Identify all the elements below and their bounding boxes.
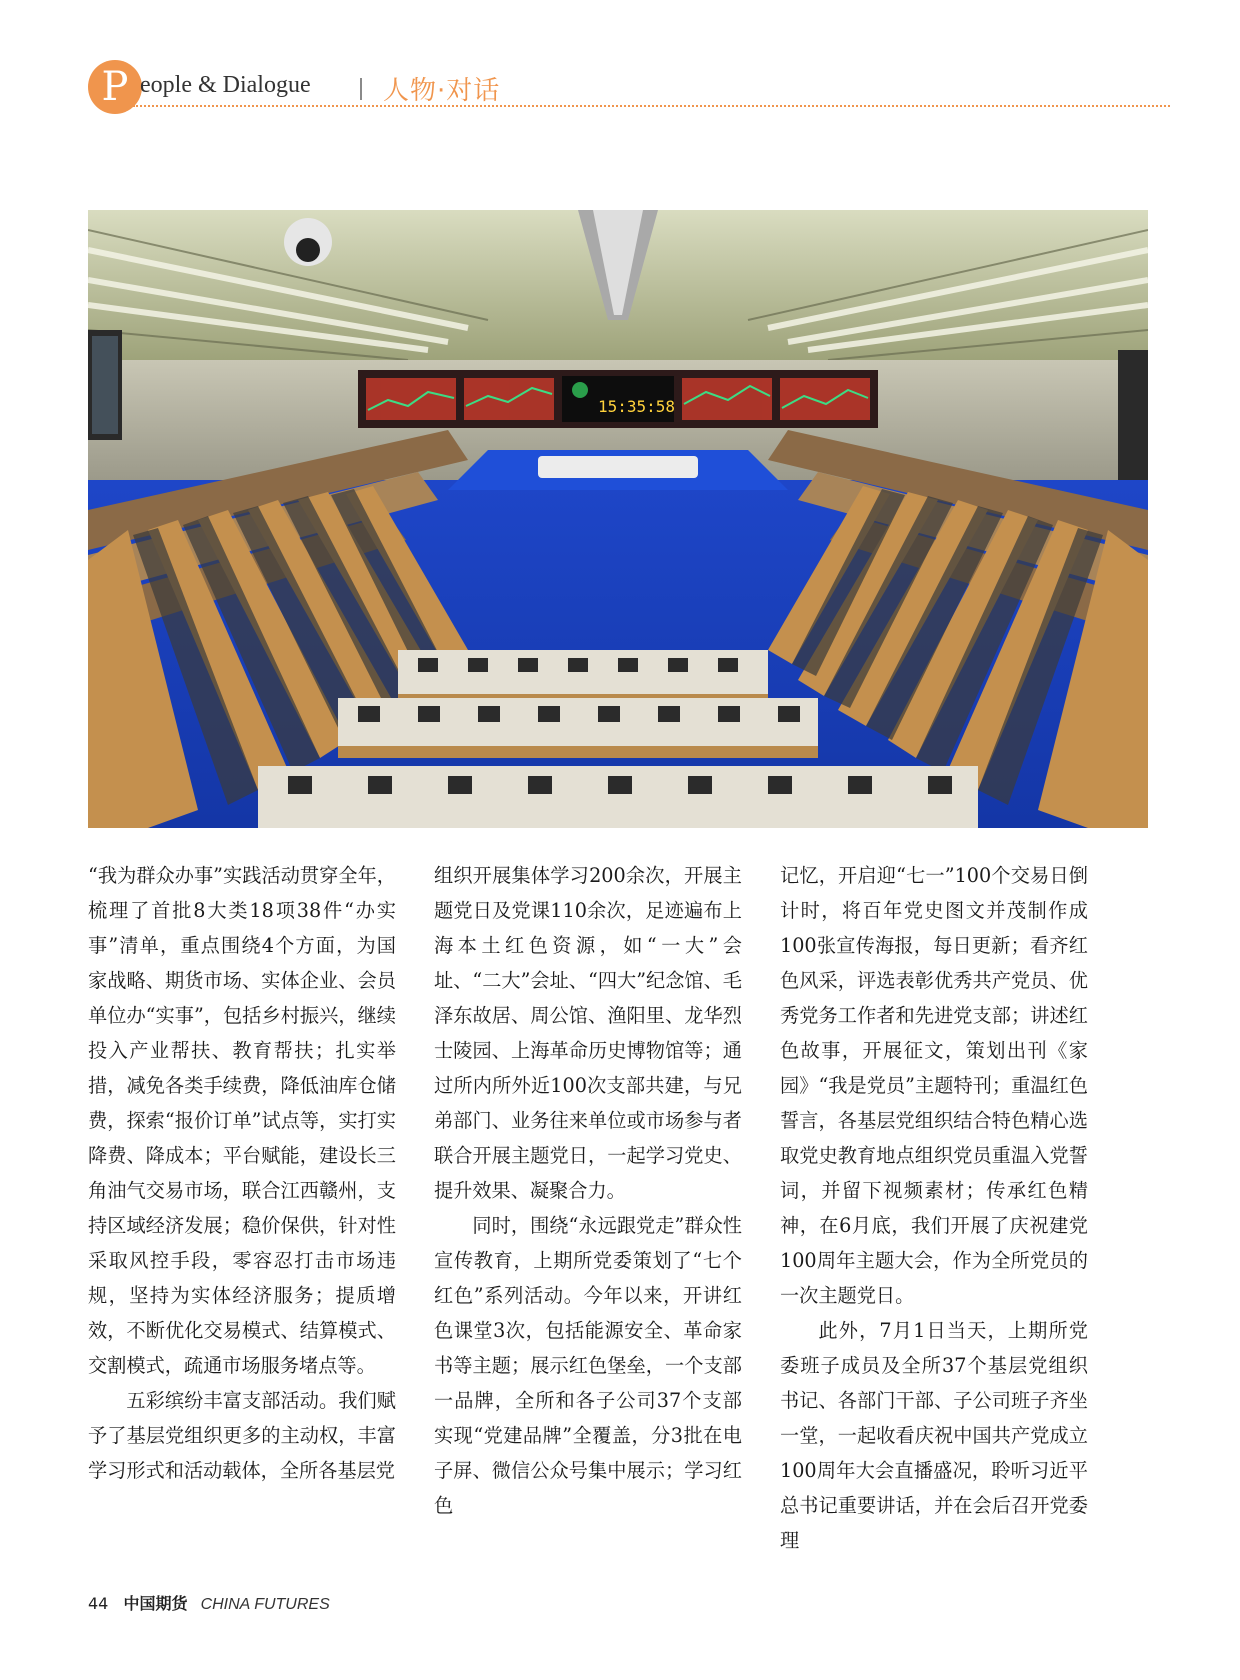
board-clock-text: 15:35:58 — [598, 397, 676, 416]
body-column-2 — [434, 858, 742, 1517]
section-logo-letter: P — [101, 64, 129, 110]
paragraph: “我为群众办事”实践活动贯穿全年，梳理了首批8大类18项38件“办实事”清单，重点围绕4个方面，为国家战略、期货市场、实体企业、会员单位办“实事”，包括乡村振兴，继续投入产业帮扶、教育帮扶；扎实举措，减免各类手续费，降低油库仓储费，探索“报价订单”试点等，实打实降费、降成本；平台赋能，建设长三角油气交易市场，联合江西赣州，支持区域经济发展；稳价保供，针对性采取风控手段，零容忍打击市场违规，坚持为实体经济服务；提质增效，不断优化交易模式、结算模式、交割模式，疏通市场服务堵点等。 — [88, 864, 396, 1377]
paragraph: 同时，围绕“永远跟党走”群众性宣传教育，上期所党委策划了“七个红色”系列活动。今年以来，开讲红色课堂3次，包括能源安全、革命家书等主题；展示红色堡垒，一个支部一品牌，全所和各子公司37个支部实现“党建品牌”全覆盖，分3批在电子屏、微信公众号集中展示；学习红色 — [434, 1214, 742, 1517]
paragraph: 记忆，开启迎“七一”100个交易日倒计时，将百年党史图文并茂制作成100张宣传海报，每日更新；看齐红色风采，评选表彰优秀共产党员、优秀党务工作者和先进党支部；讲述红色故事，开展征文，策划出刊《家园》“我是党员”主题特刊；重温红色誓言，各基层党组织结合特色精心选取党史教育地点组织党员重温入党誓词，并留下视频素材；传承红色精神，在6月底，我们开展了庆祝建党100周年主题大会，作为全所党员的一次主题党日。 — [780, 864, 1088, 1307]
paragraph: 此外，7月1日当天，上期所党委班子成员及全所37个基层党组织书记、各部门干部、子公司班子齐坐一堂，一起收看庆祝中国共产党成立100周年大会直播盛况，聆听习近平总书记重要讲话，并在会后召开党委理 — [780, 1319, 1088, 1552]
body-column-1 — [88, 858, 396, 1498]
header-dotted-rule — [133, 105, 1170, 107]
section-title-cn: 人物·对话 — [383, 76, 501, 106]
section-title-en: eople & Dialogue — [140, 72, 311, 98]
page-number: 44 — [88, 1594, 109, 1613]
magazine-name-en: CHINA FUTURES — [200, 1596, 330, 1613]
trading-floor-photo — [88, 210, 1148, 828]
page-footer — [88, 1591, 330, 1614]
body-column-3 — [780, 858, 1088, 1552]
page-header — [88, 58, 1168, 118]
paragraph: 组织开展集体学习200余次，开展主题党日及党课110余次，足迹遍布上海本土红色资源，如“一大”会址、“二大”会址、“四大”纪念馆、毛泽东故居、周公馆、渔阳里、龙华烈士陵园、上海革命历史博物馆等；通过所内所外近100次支部共建，与兄弟部门、业务往来单位或市场参与者联合开展主题党日，一起学习党史、提升效果、凝聚合力。 — [434, 864, 742, 1202]
paragraph: 五彩缤纷丰富支部活动。我们赋予了基层党组织更多的主动权，丰富学习形式和活动载体，全所各基层党 — [88, 1389, 396, 1482]
magazine-name-cn: 中国期货 — [123, 1594, 188, 1613]
header-divider — [360, 78, 362, 100]
